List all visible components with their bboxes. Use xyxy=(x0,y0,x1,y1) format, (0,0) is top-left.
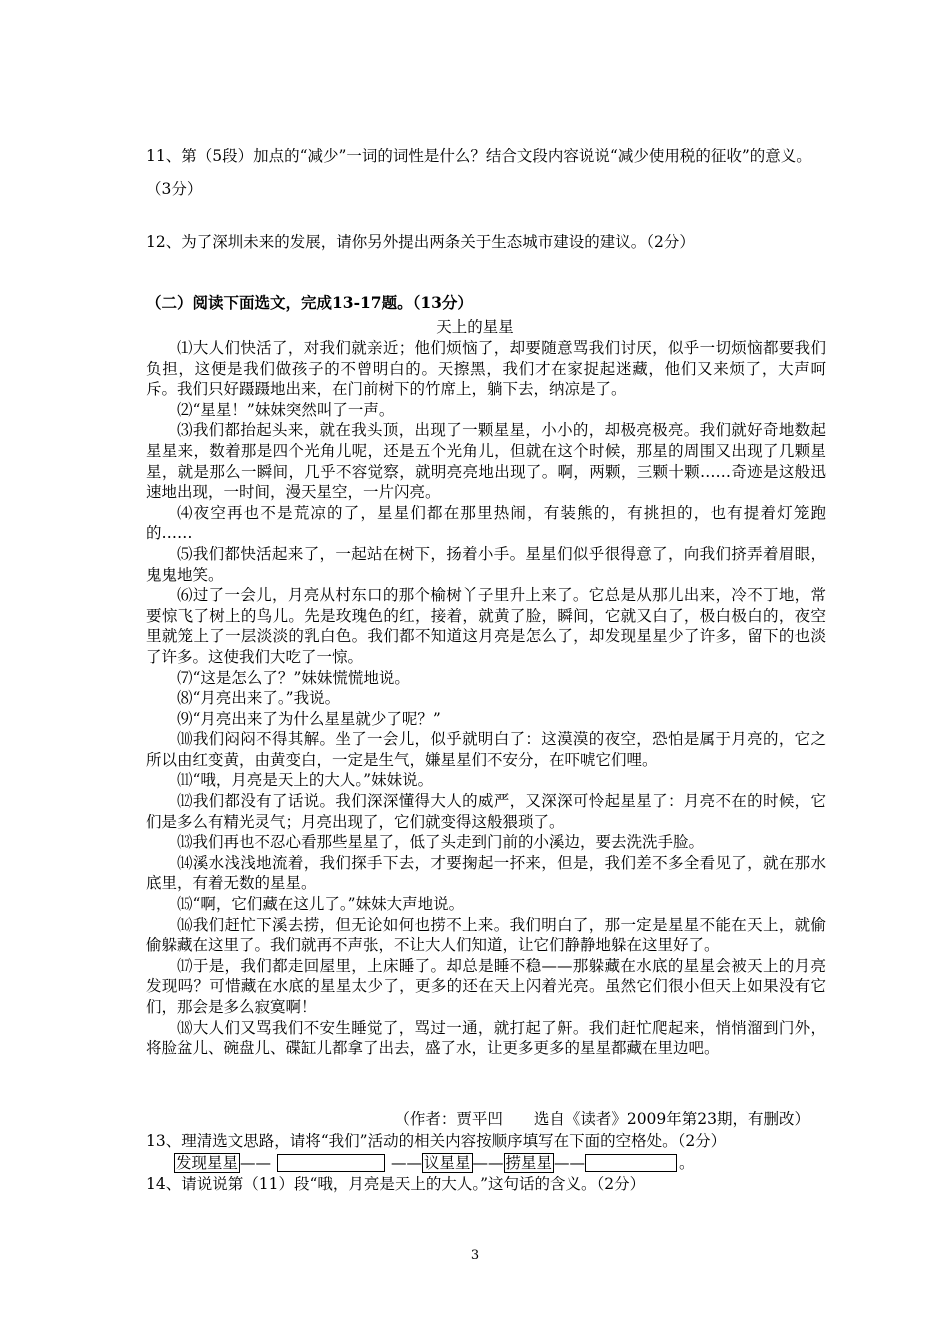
paragraph-12: ⑿我们都没有了话说。我们深深懂得大人的威严，又深深可怜起星星了：月亮不在的时候，它们是多么有精光灵气；月亮出现了，它们就变得这般猥琐了。 xyxy=(146,792,826,831)
question-14: 14、请说说第（11）段“哦，月亮是天上的大人。”这句话的含义。（2分） xyxy=(146,1175,646,1193)
paragraph-1: ⑴大人们快活了，对我们就亲近；他们烦恼了，却要随意骂我们讨厌，似乎一切烦恼都要我们负担，这便是我们做孩子的不曾明白的。天擦黑，我们才在家捉起迷藏，他们又来烦了，大声呵斥。我们只好蹑蹑地出来，在门前树下的竹席上，躺下去，纳凉是了。 xyxy=(146,339,826,399)
page-number: 3 xyxy=(470,1248,480,1263)
paragraph-8: ⑻“月亮出来了。”我说。 xyxy=(177,689,341,708)
flow-box-discuss: 议星星 xyxy=(424,1154,471,1172)
paragraph-14: ⒁溪水浅浅地流着，我们探手下去，才要掬起一抔来，但是，我们差不多全看见了，就在那水底里，有着无数的星星。 xyxy=(146,853,826,893)
flow-box-discover: 发现星星 xyxy=(176,1154,239,1172)
paragraph-18: ⒅大人们又骂我们不安生睡觉了，骂过一通，就打起了鼾。我们赶忙爬起来，悄悄溜到门外，将脸盆儿、碗盘儿、碟缸儿都拿了出去，盛了水，让更多更多的星星都藏在里边吧。 xyxy=(146,1018,826,1058)
question-12: 12、为了深圳未来的发展，请你另外提出两条关于生态城市建设的建议。（2分） xyxy=(146,233,695,251)
paragraph-10: ⑽我们闷闷不得其解。坐了一会儿，似乎就明白了：这漠漠的夜空，恐怕是属于月亮的，它之所以由红变黄，由黄变白，一定是生气，嫌星星们不安分，在吓唬它们哩。 xyxy=(146,730,826,769)
answer-blank-2[interactable] xyxy=(585,1154,677,1172)
question-13: 13、理清选文思路，请将“我们”活动的相关内容按顺序填写在下面的空格处。（2分） xyxy=(146,1132,727,1150)
flow-dash: —— xyxy=(240,1154,272,1172)
article-source: （作者：贾平凹 选自《读者》2009年第23期，有删改） xyxy=(394,1110,810,1128)
paragraph-6: ⑹过了一会儿，月亮从村东口的那个榆树丫子里升上来了。它总是从那儿出来，冷不丁地，常要惊飞了树上的鸟儿。先是玫瑰色的红，接着，就黄了脸，瞬间，它就又白了，极白极白的，夜空里就笼上了一层淡淡的乳白色。我们都不知道这月亮是怎么了，却发现星星少了许多，留下的也淡了许多。这使我们大吃了一惊。 xyxy=(146,586,826,666)
paragraph-5: ⑸我们都快活起来了，一起站在树下，扬着小手。星星们似乎很得意了，向我们挤弄着眉眼，鬼鬼地笑。 xyxy=(146,544,826,584)
paragraph-4: ⑷夜空再也不是荒凉的了，星星们都在那里热闹，有装熊的，有挑担的，也有提着灯笼跑的…… xyxy=(146,503,826,543)
flow-dash: —— xyxy=(554,1154,586,1172)
question-13-flow xyxy=(174,1152,695,1174)
paragraph-9: ⑼“月亮出来了为什么星星就少了呢？” xyxy=(177,709,441,728)
article-body xyxy=(146,338,826,1059)
flow-dash: —— xyxy=(391,1154,423,1172)
question-11: 11、第（5段）加点的“减少”一词的词性是什么？结合文段内容说说“减少使用税的征收”的意义。（3分） xyxy=(146,147,812,198)
paragraph-16: ⒃我们赶忙下溪去捞，但无论如何也捞不上来。我们明白了，那一定是星星不能在天上，就偷偷躲藏在这里了。我们就再不声张，不让大人们知道，让它们静静地躲在这里好了。 xyxy=(146,915,826,955)
paragraph-7: ⑺“这是怎么了？”妹妹慌慌地说。 xyxy=(177,668,410,687)
section-title: （二）阅读下面选文，完成13-17题。（13分） xyxy=(146,293,473,312)
paragraph-2: ⑵“星星！”妹妹突然叫了一声。 xyxy=(177,400,395,419)
paragraph-3: ⑶我们都抬起头来，就在我头顶，出现了一颗星星，小小的，却极亮极亮。我们就好奇地数起星星来，数着那是四个光角儿呢，还是五个光角儿，但就在这个时候，那星的周围又出现了几颗星星，就是那么一瞬间，几乎不容觉察，就明亮亮地出现了。啊，两颗，三颗十颗……奇迹是这般迅速地出现，一时间，漫天星空，一片闪亮。 xyxy=(146,421,826,502)
article-title: 天上的星星 xyxy=(436,318,514,336)
flow-end-mark: 。 xyxy=(679,1154,695,1172)
paragraph-15: ⒂“啊，它们藏在这儿了。”妹妹大声地说。 xyxy=(177,895,465,914)
flow-box-scoop: 捞星星 xyxy=(505,1154,553,1172)
answer-blank-1[interactable] xyxy=(277,1154,385,1172)
paragraph-13: ⒀我们再也不忍心看那些星星了，低了头走到门前的小溪边，要去洗洗手脸。 xyxy=(177,833,705,852)
paragraph-11: ⑾“哦，月亮是天上的大人。”妹妹说。 xyxy=(177,771,434,790)
flow-dash: —— xyxy=(472,1154,504,1172)
paragraph-17: ⒄于是，我们都走回屋里，上床睡了。却总是睡不稳——那躲藏在水底的星星会被天上的月亮发现吗？可惜藏在水底的星星太少了，更多的还在天上闪着光亮。虽然它们很小但天上如果没有它们，那会是多么寂寞啊！ xyxy=(146,956,826,1016)
